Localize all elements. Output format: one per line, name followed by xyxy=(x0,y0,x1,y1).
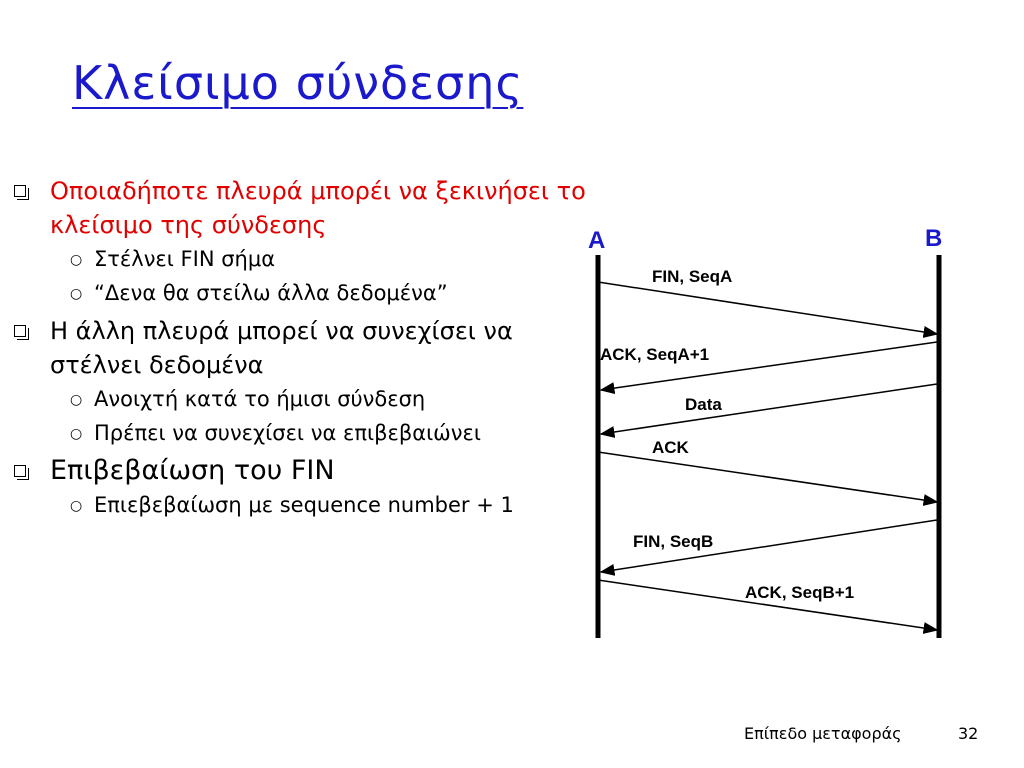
message-label-data: Data xyxy=(685,395,722,414)
circle-bullet-icon: ○ xyxy=(70,252,83,268)
circle-bullet-icon: ○ xyxy=(70,286,83,302)
page-number: 32 xyxy=(958,724,979,743)
bullet-1-sub-2-text: “Δενα θα στείλω άλλα δεδομένα” xyxy=(94,281,448,305)
endpoint-a-label: A xyxy=(588,227,606,254)
footer-text: Επίπεδο μεταφοράς xyxy=(744,724,902,743)
bullet-1-text: Οποιαδήποτε πλευρά μπορέι να ξεκινήσει το κλείσιμο της σύνδεσης xyxy=(50,177,586,239)
message-arrow-data xyxy=(601,384,937,434)
message-label-fin-seqa: FIN, SeqA xyxy=(652,267,733,286)
message-label-ack-seqb: ACK, SeqB+1 xyxy=(745,583,855,602)
bullet-2-sub-1-text: Ανοιχτή κατά το ήμισι σύνδεση xyxy=(94,387,426,411)
bullet-3-text: Επιβεβαίωση του FIN xyxy=(50,455,335,486)
message-arrow-ack xyxy=(598,452,937,502)
circle-bullet-icon: ○ xyxy=(70,498,83,514)
message-label-ack: ACK xyxy=(652,438,689,457)
bullet-3-sub-1-text: Επιεβεβαίωση με sequence number + 1 xyxy=(94,493,514,517)
bullet-2-sub-2-text: Πρέπει να συνεχίσει να επιβεβαιώνει xyxy=(94,421,481,445)
message-label-ack-seqa: ACK, SeqA+1 xyxy=(600,345,710,364)
endpoint-b-label: B xyxy=(925,225,943,252)
circle-bullet-icon: ○ xyxy=(70,392,83,408)
bullet-2-text: Η άλλη πλευρά μπορεί να συνεχίσει να στέλνει δεδομένα xyxy=(50,317,513,379)
message-arrow-fin-seqa xyxy=(598,282,937,334)
slide-title: Κλείσιμο σύνδεσης xyxy=(72,56,524,110)
message-label-fin-seqb: FIN, SeqB xyxy=(633,532,714,551)
bullet-1-sub-1-text: Στέλνει FIN σήμα xyxy=(94,247,276,271)
circle-bullet-icon: ○ xyxy=(70,426,83,442)
